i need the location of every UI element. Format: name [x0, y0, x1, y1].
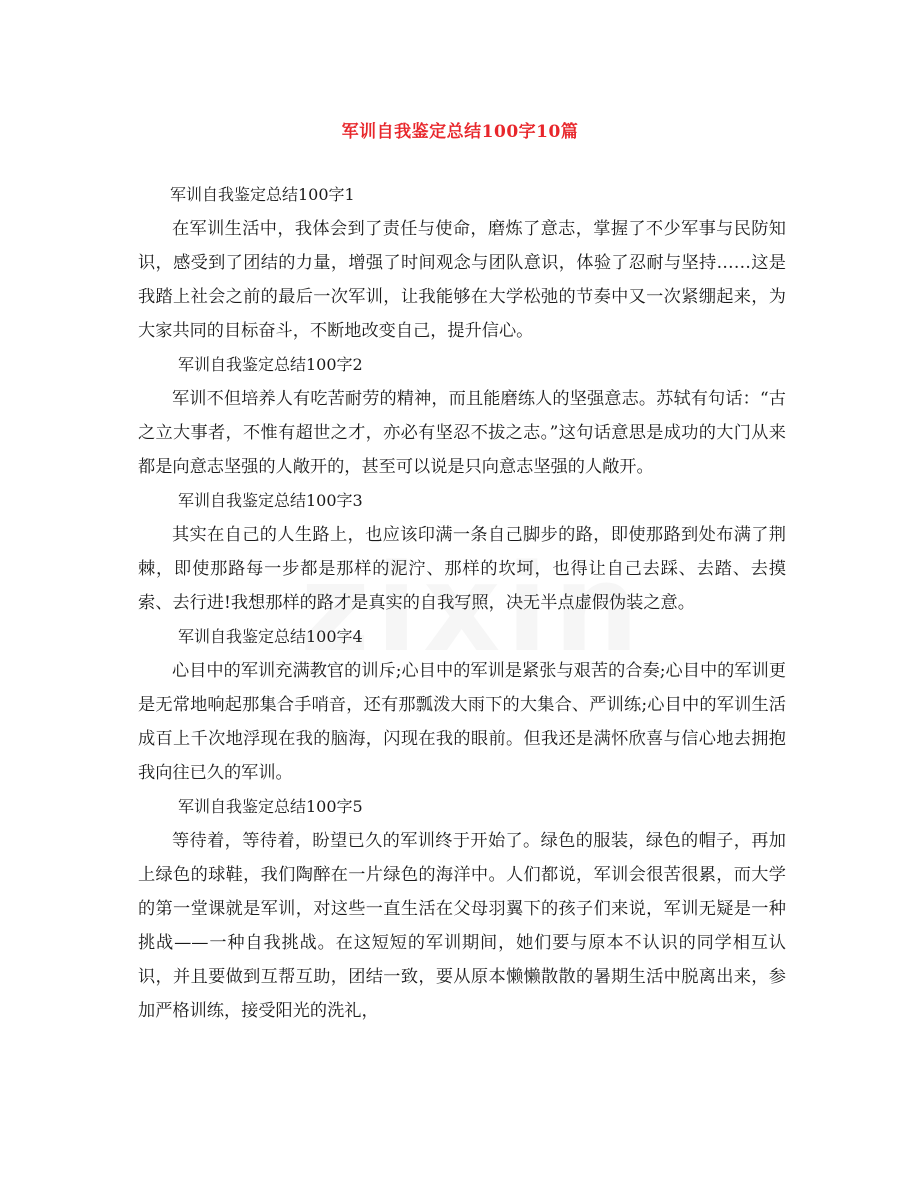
section-paragraph-4: 心目中的军训充满教官的训斥;心目中的军训是紧张与艰苦的合奏;心目中的军训更是无常地响起那集合手哨音，还有那瓢泼大雨下的大集合、严训练;心目中的军训生活成百上千次地浮现在我的脑海，闪现在我的眼前。但我还是满怀欣喜与信心地去拥抱我向往已久的军训。 — [138, 661, 786, 783]
section-heading-5: 军训自我鉴定总结100字5 — [178, 797, 363, 816]
section-heading-2: 军训自我鉴定总结100字2 — [178, 355, 363, 374]
section-heading-1: 军训自我鉴定总结100字1 — [170, 185, 355, 204]
section-heading-3: 军训自我鉴定总结100字3 — [178, 491, 363, 510]
document-body — [138, 178, 786, 1028]
section-paragraph-5: 等待着，等待着，盼望已久的军训终于开始了。绿色的服装，绿色的帽子，再加上绿色的球鞋，我们陶醉在一片绿色的海洋中。人们都说，军训会很苦很累，而大学的第一堂课就是军训，对这些一直生活在父母羽翼下的孩子们来说，军训无疑是一种挑战——一种自我挑战。在这短短的军训期间，她们要与原本不认识的同学相互认识，并且要做到互帮互助，团结一致，要从原本懒懒散散的暑期生活中脱离出来，参加严格训练，接受阳光的洗礼， — [138, 831, 786, 1021]
section-paragraph-3: 其实在自己的人生路上，也应该印满一条自己脚步的路，即使那路到处布满了荆棘，即使那路每一步都是那样的泥泞、那样的坎坷，也得让自己去踩、去踏、去摸索、去行进!我想那样的路才是真实的自我写照，决无半点虚假伪装之意。 — [138, 525, 786, 613]
section-paragraph-1: 在军训生活中，我体会到了责任与使命，磨炼了意志，掌握了不少军事与民防知识，感受到了团结的力量，增强了时间观念与团队意识，体验了忍耐与坚持……这是我踏上社会之前的最后一次军训，让我能够在大学松弛的节奏中又一次紧绷起来，为大家共同的目标奋斗，不断地改变自己，提升信心。 — [138, 219, 786, 341]
document-title: 军训自我鉴定总结100字10篇 — [341, 122, 579, 142]
section-heading-4: 军训自我鉴定总结100字4 — [178, 627, 363, 646]
section-paragraph-2: 军训不但培养人有吃苦耐劳的精神，而且能磨练人的坚强意志。苏轼有句话：“古之立大事者，不惟有超世之才，亦必有坚忍不拔之志。”这句话意思是成功的大门从来都是向意志坚强的人敞开的，甚至可以说是只向意志坚强的人敞开。 — [138, 389, 786, 477]
